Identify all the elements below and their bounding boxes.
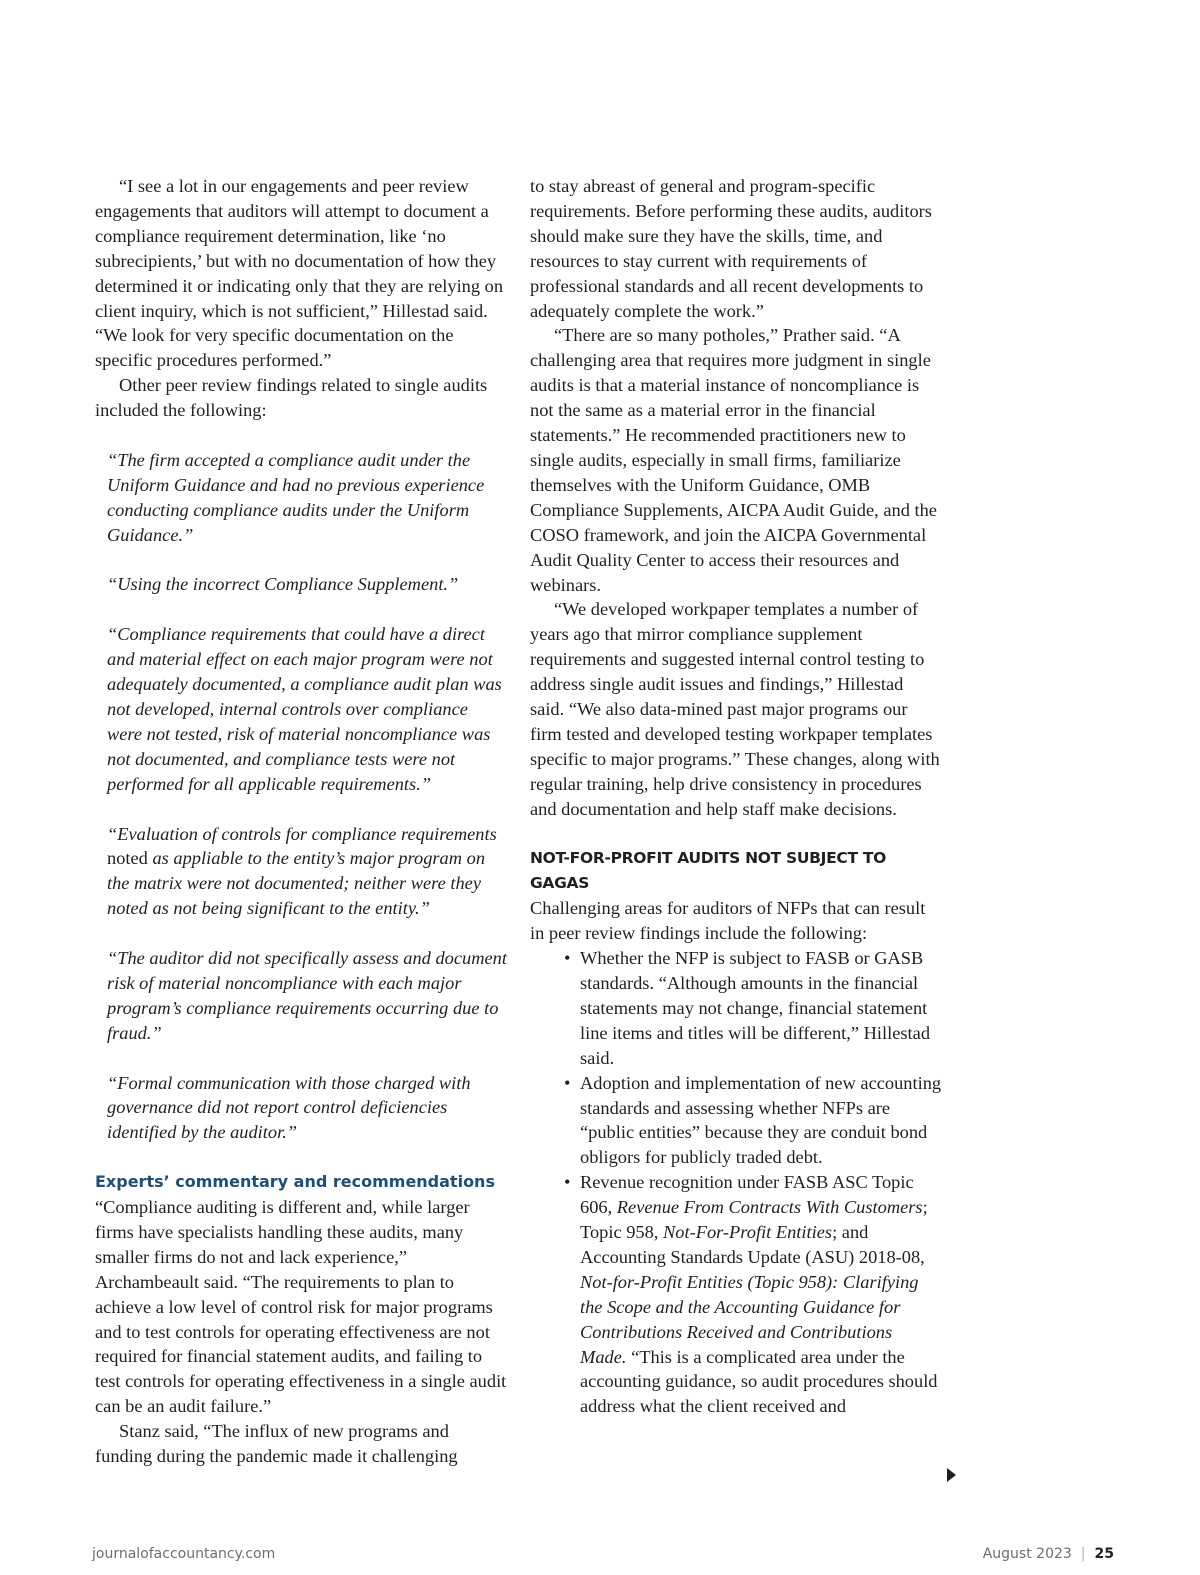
- footer-separator: |: [1080, 1546, 1086, 1562]
- finding-quote: “The auditor did not specifically assess and document risk of material noncompliance with each major program’s compliance requirements occurring due to fraud.”: [107, 948, 507, 1043]
- finding-quote: [107, 822, 507, 922]
- list-item-text: Revenue recognition under FASB ASC Topic 606,: [580, 1172, 914, 1218]
- issue-date: August 2023: [982, 1546, 1072, 1562]
- list-item-text: Adoption and implementation of new accounting standards and assessing whether NFPs are “public entities” because they are conduit bond obligors for publicly traded debt.: [580, 1072, 942, 1168]
- citation-title: Not-For-Profit Entities: [663, 1222, 833, 1243]
- finding-quote: “Using the incorrect Compliance Supplement.”: [107, 574, 459, 595]
- list-item: [564, 1170, 942, 1419]
- finding-quote: “Formal communication with those charged with governance did not report control deficiencies identified by the auditor.”: [107, 1072, 471, 1143]
- quote-text: as appliable to the entity’s major program on the matrix were not documented; neither were they noted as not being significant to the entity.”: [107, 848, 486, 919]
- paragraph: Other peer review findings related to single audits included the following:: [95, 375, 488, 421]
- list-item: [564, 1071, 942, 1171]
- quote-text: “Evaluation of controls for compliance requirements: [107, 823, 497, 844]
- bullet-icon: •: [564, 1172, 571, 1193]
- paragraph: “There are so many potholes,” Prather said. “A challenging area that requires more judgment in single audits is that a material instance of noncompliance is not the same as a material error in the financial statements.” He recommended practitioners new to single audits, especially in small firms, familiarize themselves with the Uniform Guidance, OMB Compliance Supplements, AICPA Audit Guide, and the COSO framework, and join the AICPA Governmental Audit Quality Center to access their resources and webinars.: [530, 325, 937, 595]
- list-item: [564, 946, 942, 1071]
- right-column: [530, 174, 942, 1419]
- finding-quote: “Compliance requirements that could have a direct and material effect on each major program were not adequately documented, a compliance audit plan was not developed, internal controls over compliance were not tested, risk of material noncompliance was not documented, and compliance tests were not performed for all applicable requirements.”: [107, 624, 502, 794]
- quote-text-roman: noted: [107, 848, 148, 869]
- footer-issue-info: [983, 1546, 1114, 1562]
- list-item-text: ; and Accounting Standards Update (ASU) 2018-08,: [580, 1222, 925, 1267]
- list-item-text: “This is a complicated area under the accounting guidance, so audit procedures should address what the client received and: [580, 1346, 938, 1417]
- page-number: 25: [1094, 1546, 1114, 1562]
- list-item-text: ; Topic 958,: [580, 1197, 928, 1243]
- bullet-icon: •: [564, 948, 571, 969]
- paragraph: “Compliance auditing is different and, while larger firms have specialists handling these audits, many smaller firms do not and lack experience,” Archambeault said. “The requirements to plan to achieve a low level of control risk for major programs and to test controls for operating effectiveness are not required for financial statement audits, and failing to test controls for operating effectiveness in a single audit can be an audit failure.”: [95, 1197, 507, 1417]
- subheading: Experts’ commentary and recommendations: [95, 1172, 495, 1192]
- left-column: [95, 174, 507, 1469]
- bullet-icon: •: [564, 1072, 571, 1093]
- citation-title: Not-for-Profit Entities (Topic 958): Clarifying the Scope and the Accounting Guidance for Contributions Received and Contributions Made.: [580, 1271, 919, 1367]
- paragraph: Challenging areas for auditors of NFPs that can result in peer review findings include the following:: [530, 898, 926, 944]
- section-heading: NOT-FOR-PROFIT AUDITS NOT SUBJECT TO GAGAS: [530, 849, 887, 893]
- finding-quote: “The firm accepted a compliance audit under the Uniform Guidance and had no previous experience conducting compliance audits under the Uniform Guidance.”: [107, 449, 485, 545]
- footer-website: journalofaccountancy.com: [92, 1546, 276, 1562]
- paragraph: to stay abreast of general and program-specific requirements. Before performing these audits, auditors should make sure they have the skills, time, and resources to stay current with requirements of professional standards and all recent developments to adequately complete the work.”: [530, 176, 932, 321]
- paragraph: “I see a lot in our engagements and peer review engagements that auditors will attempt to document a compliance requirement determination, like ‘no subrecipients,’ but with no documentation of how they determined it or indicating only that they are relying on client inquiry, which is not sufficient,” Hillestad said. “We look for very specific documentation on the specific procedures performed.”: [95, 176, 504, 371]
- continue-arrow-icon: [947, 1468, 956, 1482]
- citation-title: Revenue From Contracts With Customers: [616, 1197, 923, 1218]
- bullet-list: [530, 946, 942, 1419]
- paragraph: Stanz said, “The influx of new programs and funding during the pandemic made it challenging: [95, 1421, 458, 1467]
- paragraph: “We developed workpaper templates a number of years ago that mirror compliance supplement requirements and suggested internal control testing to address single audit issues and findings,” Hillestad said. “We also data-mined past major programs our firm tested and developed testing workpaper templates specific to major programs.” These changes, along with regular training, help drive consistency in procedures and documentation and help staff make decisions.: [530, 599, 940, 819]
- list-item-text: Whether the NFP is subject to FASB or GASB standards. “Although amounts in the financial statements may not change, financial statement line items and titles will be different,” Hillestad said.: [580, 948, 931, 1068]
